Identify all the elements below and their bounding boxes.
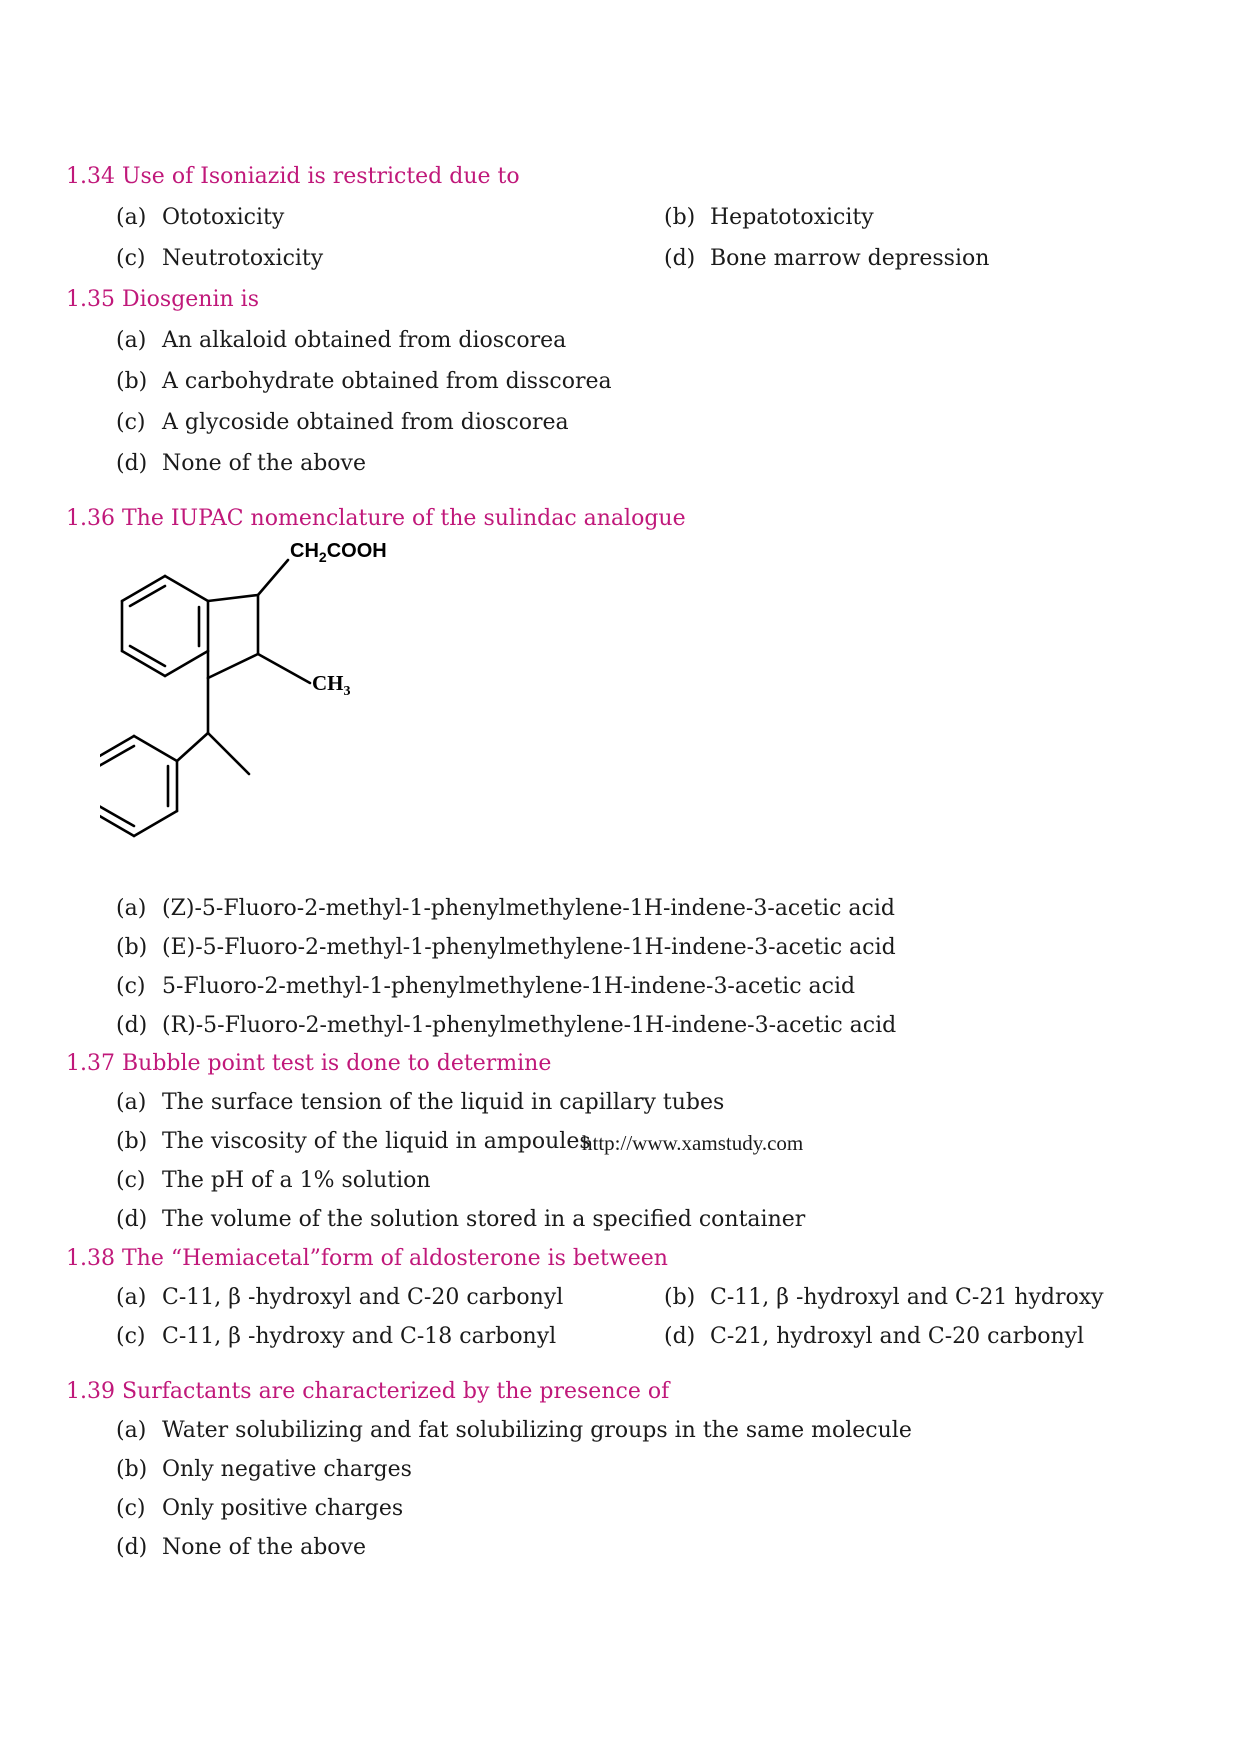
option-label: (c) — [116, 410, 146, 435]
sulindac-analogue-structure — [100, 535, 520, 890]
option-1-37-d — [116, 1206, 805, 1234]
option-label: (b) — [116, 369, 148, 394]
option-label: (b) — [116, 1129, 148, 1154]
option-1-39-d — [116, 1534, 366, 1562]
option-label: (c) — [116, 974, 146, 999]
bond — [130, 646, 165, 666]
option-text: C-11, β -hydroxy and C-18 carbonyl — [162, 1324, 557, 1349]
bond — [100, 746, 134, 766]
option-text: The surface tension of the liquid in capillary tubes — [162, 1090, 725, 1115]
option-label: (a) — [116, 205, 147, 230]
option-text: C-11, β -hydroxyl and C-20 carbonyl — [162, 1285, 564, 1310]
option-1-34-b — [664, 204, 874, 232]
option-1-39-b — [116, 1456, 412, 1484]
option-1-35-b — [116, 368, 612, 396]
option-1-35-a — [116, 327, 566, 355]
option-1-36-d — [116, 1012, 896, 1040]
option-label: (a) — [116, 1418, 147, 1443]
option-1-36-c — [116, 973, 855, 1001]
structure-label-ch2cooh: $CH_2COOH$ — [290, 540, 387, 565]
option-text: (E)-5-Fluoro-2-methyl-1-phenylmethylene-1H-indene-3-acetic acid — [162, 935, 896, 960]
bond — [258, 654, 310, 683]
option-label: (a) — [116, 1285, 147, 1310]
option-label: (d) — [116, 451, 148, 476]
option-1-36-a — [116, 895, 895, 923]
option-1-34-d — [664, 245, 989, 273]
option-label: (c) — [116, 1324, 146, 1349]
option-1-37-a — [116, 1089, 724, 1117]
option-text: 5-Fluoro-2-methyl-1-phenylmethylene-1H-indene-3-acetic acid — [162, 974, 856, 999]
question-1-36: 1.36 The IUPAC nomenclature of the sulindac analogue — [66, 506, 686, 531]
option-text: The viscosity of the liquid in ampoules — [162, 1129, 591, 1154]
option-label: (b) — [116, 1457, 148, 1482]
option-label: (a) — [116, 1090, 147, 1115]
bond — [130, 586, 165, 606]
option-text: The volume of the solution stored in a specified container — [162, 1207, 806, 1232]
option-text: Neutrotoxicity — [162, 246, 324, 271]
question-1-37: 1.37 Bubble point test is done to determine — [66, 1051, 552, 1076]
option-text: None of the above — [162, 1535, 366, 1560]
structure-label-ch3: $CH_3$ — [312, 671, 351, 699]
option-text: A carbohydrate obtained from disscorea — [162, 369, 612, 394]
option-label: (d) — [116, 1013, 148, 1038]
question-1-38: 1.38 The “Hemiacetal”form of aldosterone is between — [66, 1246, 668, 1271]
option-1-39-c — [116, 1495, 403, 1523]
option-label: (d) — [664, 1324, 696, 1349]
option-text: C-11, β -hydroxyl and C-21 hydroxy — [710, 1285, 1104, 1310]
bond — [208, 654, 258, 678]
watermark-url: http://www.xamstudy.com — [582, 1131, 804, 1155]
option-label: (c) — [116, 246, 146, 271]
bond — [177, 733, 208, 761]
option-label: (d) — [116, 1207, 148, 1232]
question-1-35: 1.35 Diosgenin is — [66, 287, 259, 312]
option-text: Ototoxicity — [162, 205, 285, 230]
option-text: Water solubilizing and fat solubilizing groups in the same molecule — [162, 1418, 912, 1443]
option-text: An alkaloid obtained from dioscorea — [162, 328, 567, 353]
option-text: C-21, hydroxyl and C-20 carbonyl — [710, 1324, 1085, 1349]
option-1-35-c — [116, 409, 569, 437]
option-1-38-d — [664, 1323, 1084, 1351]
option-label: (c) — [116, 1496, 146, 1521]
option-1-39-a — [116, 1417, 912, 1445]
option-label: (d) — [664, 246, 696, 271]
option-text: Bone marrow depression — [710, 246, 990, 271]
option-1-34-c — [116, 245, 323, 273]
option-1-37-c — [116, 1167, 431, 1195]
question-1-34: 1.34 Use of Isoniazid is restricted due to — [66, 164, 520, 189]
bond — [134, 811, 177, 836]
option-text: Only positive charges — [162, 1496, 404, 1521]
option-1-36-b — [116, 934, 896, 962]
option-text: (Z)-5-Fluoro-2-methyl-1-phenylmethylene-1H-indene-3-acetic acid — [162, 896, 895, 921]
option-label: (b) — [664, 205, 696, 230]
option-label: (b) — [116, 935, 148, 960]
bond — [134, 736, 177, 761]
bond — [258, 560, 288, 595]
bond — [165, 576, 208, 601]
option-label: (a) — [116, 896, 147, 921]
option-1-35-d — [116, 450, 366, 478]
bond — [100, 806, 134, 826]
option-label: (c) — [116, 1168, 146, 1193]
option-1-38-a — [116, 1284, 563, 1312]
bond — [165, 651, 208, 676]
option-1-34-a — [116, 204, 284, 232]
option-label: (d) — [116, 1535, 148, 1560]
option-text: A glycoside obtained from dioscorea — [162, 410, 569, 435]
option-text: The pH of a 1% solution — [162, 1168, 431, 1193]
option-text: Hepatotoxicity — [710, 205, 874, 230]
option-1-38-b — [664, 1284, 1104, 1312]
bond — [208, 595, 258, 601]
option-text: None of the above — [162, 451, 366, 476]
option-text: (R)-5-Fluoro-2-methyl-1-phenylmethylene-1H-indene-3-acetic acid — [162, 1013, 897, 1038]
option-text: Only negative charges — [162, 1457, 412, 1482]
option-label: (a) — [116, 328, 147, 353]
option-label: (b) — [664, 1285, 696, 1310]
option-1-38-c — [116, 1323, 556, 1351]
bond — [208, 733, 249, 774]
question-1-39: 1.39 Surfactants are characterized by the presence of — [66, 1379, 670, 1404]
option-1-37-b — [116, 1128, 591, 1156]
